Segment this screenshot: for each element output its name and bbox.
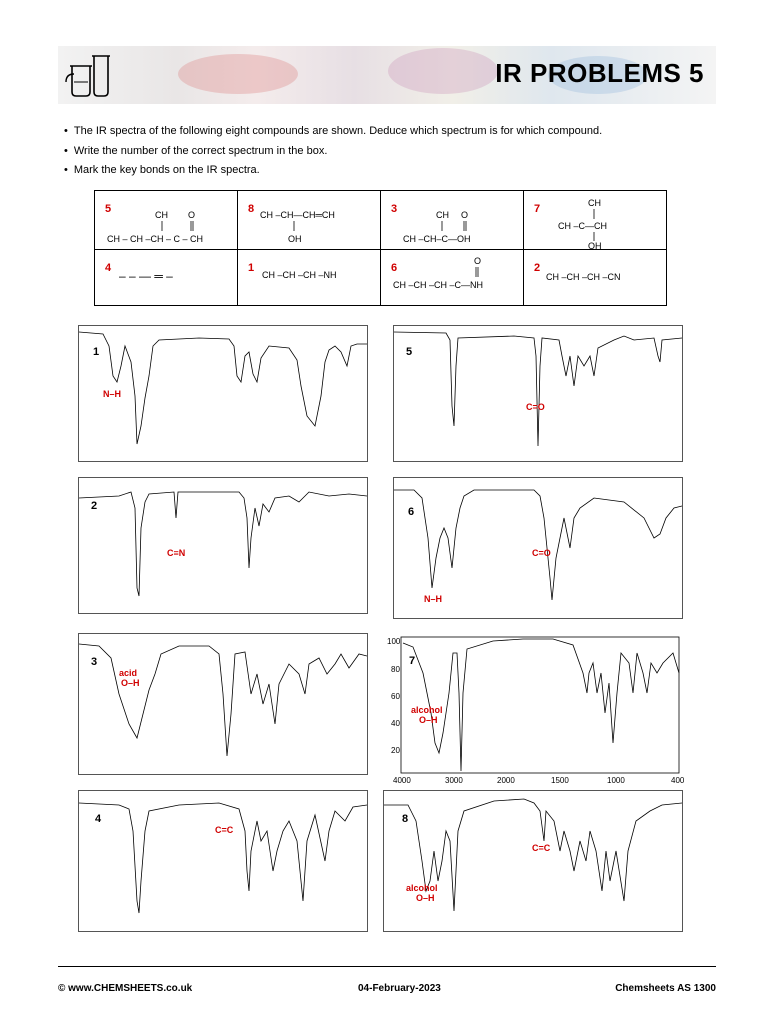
compound-cell[interactable] [238, 191, 381, 250]
spectrum-number: 4 [105, 262, 112, 274]
spectrum-number: 1 [248, 262, 255, 274]
bond-annotation: C=C [215, 825, 234, 835]
x-tick: 1500 [551, 776, 569, 785]
ir-spectrum-4 [78, 790, 368, 932]
compound-cell[interactable] [524, 250, 667, 306]
structure-text: OH [288, 234, 302, 244]
structure-text: CH [155, 210, 168, 220]
footer-reference: Chemsheets AS 1300 [615, 983, 716, 994]
structure-drawing [381, 250, 523, 305]
bond-annotation: alcohol [411, 705, 443, 715]
spectrum-label: 4 [95, 813, 102, 825]
structure-drawing [524, 191, 666, 249]
ir-spectrum-7 [373, 633, 683, 793]
structure-text: O [188, 210, 196, 220]
footer-date: 04-February-2023 [358, 983, 441, 994]
structure-text: – – — ═ – [119, 269, 173, 283]
spectrum-number: 2 [534, 262, 541, 274]
bond-annotation: alcohol [406, 883, 438, 893]
x-tick: 400 [671, 776, 685, 785]
structure-drawing [524, 250, 666, 305]
spectrum-label: 6 [408, 506, 415, 518]
structure-drawing [381, 191, 523, 249]
compound-cell[interactable] [95, 250, 238, 306]
y-tick: 20 [391, 746, 400, 755]
compound-table [94, 190, 667, 306]
y-tick: 60 [391, 692, 400, 701]
bond-annotation: C=C [532, 843, 551, 853]
y-tick: 40 [391, 719, 400, 728]
structure-drawing [238, 191, 380, 249]
compound-cell[interactable] [381, 250, 524, 306]
lab-glassware-icon [64, 52, 112, 98]
spectrum-label: 3 [91, 656, 98, 668]
spectrum-number: 6 [391, 262, 398, 274]
bond-annotation: C=O [532, 548, 551, 558]
spectrum-label: 1 [93, 346, 100, 358]
bond-annotation: O–H [121, 678, 140, 688]
instruction-item: • Write the number of the correct spectrum in the box. [64, 142, 602, 162]
bond-annotation: O–H [416, 893, 435, 903]
spectrum-label: 5 [406, 346, 413, 358]
spectrum-number: 3 [391, 203, 398, 215]
structure-drawing [95, 250, 237, 305]
spectrum-trace [79, 326, 367, 461]
spectrum-number: 7 [534, 203, 541, 215]
x-tick: 2000 [497, 776, 515, 785]
bond-annotation: acid [119, 668, 138, 678]
structure-text: CH –CH –CH –CN [546, 272, 621, 282]
structure-text: CH [588, 198, 601, 208]
spectrum-label: 7 [409, 655, 416, 667]
x-tick: 1000 [607, 776, 625, 785]
spectrum-trace [79, 478, 367, 613]
instruction-list [64, 122, 602, 181]
compound-cell[interactable] [238, 250, 381, 306]
structure-text: O [461, 210, 469, 220]
structure-text: OH [588, 241, 602, 249]
spectrum-trace [384, 791, 682, 931]
compound-cell[interactable] [381, 191, 524, 250]
ir-spectrum-2 [78, 477, 368, 614]
spectrum-trace [79, 791, 367, 931]
bond-annotation: N–H [424, 594, 443, 604]
bond-annotation: N–H [103, 389, 122, 399]
structure-text: CH –C—CH [558, 221, 608, 231]
structure-text: CH –CH—CH═CH [260, 210, 335, 220]
structure-drawing [95, 191, 237, 249]
page-footer [58, 966, 716, 994]
spectrum-number: 8 [248, 203, 255, 215]
x-tick: 4000 [393, 776, 411, 785]
spectrum-trace [394, 326, 682, 461]
structure-text: CH –CH –CH –NH [262, 270, 337, 280]
bond-annotation: O–H [419, 715, 438, 725]
ir-spectrum-6 [393, 477, 683, 619]
structure-text: CH –CH –CH –C—NH [393, 280, 484, 290]
spectrum-label: 8 [402, 813, 409, 825]
bond-annotation: C=O [526, 402, 545, 412]
compound-cell[interactable] [95, 191, 238, 250]
ir-spectrum-5 [393, 325, 683, 462]
bond-annotation: C≡N [167, 548, 186, 558]
ir-spectrum-3 [78, 633, 368, 775]
instruction-item: • Mark the key bonds on the IR spectra. [64, 161, 602, 181]
spectrum-trace [79, 634, 367, 774]
y-tick: 100 [387, 637, 401, 646]
structure-text: O [474, 256, 482, 266]
structure-text: CH –CH–C—OH [403, 234, 471, 244]
compound-cell[interactable] [524, 191, 667, 250]
spectrum-number: 5 [105, 203, 112, 215]
page-title: IR PROBLEMS 5 [495, 58, 704, 88]
structure-text: CH [436, 210, 449, 220]
ir-spectrum-1 [78, 325, 368, 462]
spectrum-label: 2 [91, 500, 98, 512]
footer-website: © www.CHEMSHEETS.co.uk [58, 983, 193, 994]
y-tick: 80 [391, 665, 400, 674]
structure-text: CH – CH –CH – C – CH [107, 234, 204, 244]
ir-spectrum-8 [383, 790, 683, 932]
x-tick: 3000 [445, 776, 463, 785]
structure-drawing [238, 250, 380, 305]
instruction-item: • The IR spectra of the following eight compounds are shown. Deduce which spectrum is for which compound. [64, 122, 602, 142]
